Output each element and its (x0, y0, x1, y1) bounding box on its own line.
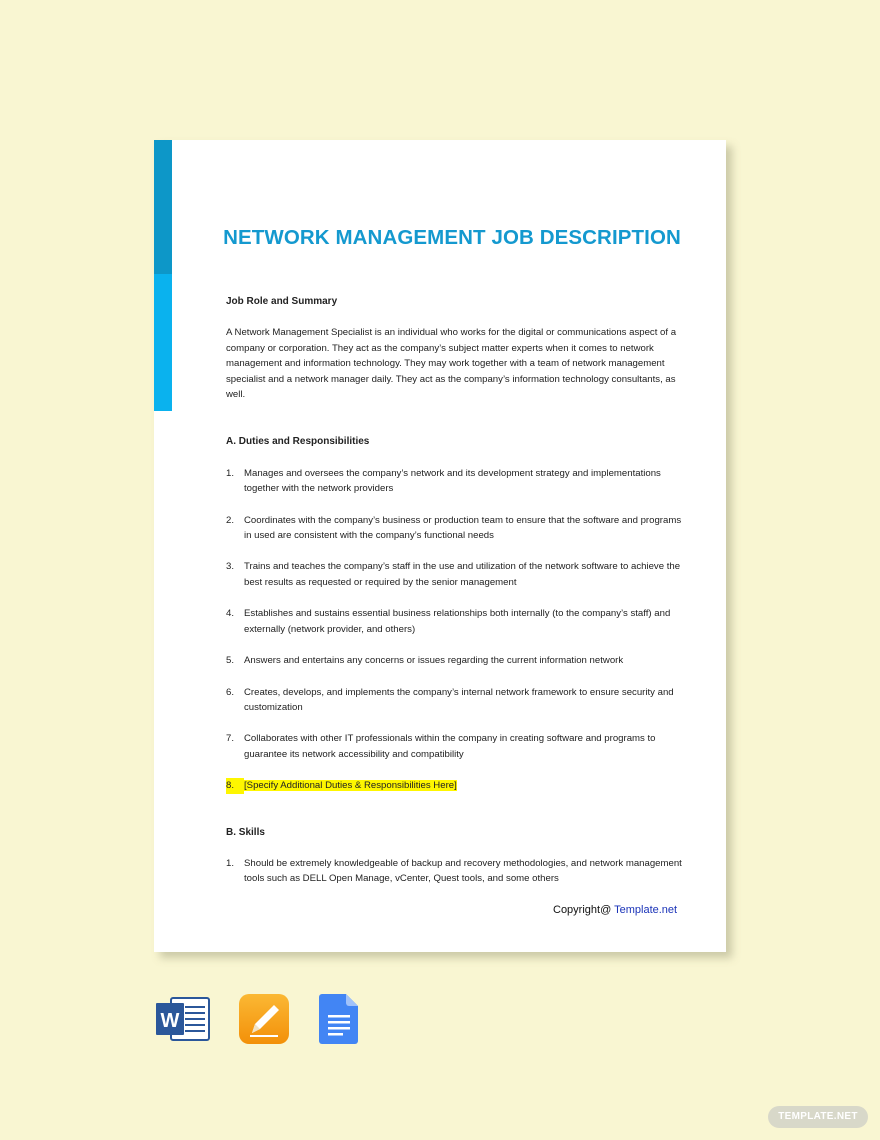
list-item (226, 606, 686, 637)
item-number: 2. (226, 514, 235, 526)
item-text: Creates, develops, and implements the company’s internal network framework to ensure security and customization (244, 686, 674, 713)
item-number: 1. (226, 467, 235, 479)
document-content (226, 294, 686, 887)
accent-bar-light (154, 274, 172, 411)
item-number: 1. (226, 857, 235, 869)
copyright-link[interactable]: Template.net (614, 904, 678, 916)
list-item (226, 653, 686, 668)
template-net-watermark: TEMPLATE.NET (768, 1106, 868, 1128)
skills-heading: B. Skills (226, 826, 265, 838)
item-number: 5. (226, 655, 235, 667)
item-text: Trains and teaches the company’s staff in the use and utilization of the network software to achieve the best results as requested or required by the senior management (244, 561, 681, 588)
pages-icon[interactable] (238, 993, 290, 1045)
google-docs-icon[interactable] (318, 993, 360, 1045)
list-item (226, 731, 686, 762)
item-number: 8. (226, 778, 244, 793)
item-number: 7. (226, 733, 235, 745)
summary-heading: Job Role and Summary (226, 296, 338, 307)
item-number: 6. (226, 686, 235, 698)
word-icon-letter: W (160, 1010, 180, 1032)
list-item (226, 559, 686, 590)
item-text: Manages and oversees the company’s network and its development strategy and implementations together with the network providers (244, 467, 661, 495)
list-item (226, 466, 686, 497)
copyright-label: Copyright@ (553, 904, 612, 916)
item-text: Should be extremely knowledgeable of backup and recovery methodologies, and network management tools such as DELL Open Manage, vCenter, Quest tools, and some others (244, 857, 682, 885)
list-item (226, 513, 686, 544)
item-text: Coordinates with the company’s business or production team to ensure that the software and programs in used are consistent with the company’s functional needs (244, 514, 682, 542)
skills-list (226, 856, 686, 887)
list-item (226, 685, 686, 716)
item-text: Establishes and sustains essential business relationships both internally (to the company’s staff) and externally (network provider, and others) (244, 608, 671, 635)
duties-heading: A. Duties and Responsibilities (226, 436, 370, 448)
placeholder-text: [Specify Additional Duties & Responsibilities Here] (244, 780, 457, 792)
summary-text: A Network Management Specialist is an individual who works for the digital or communications aspect of a company or corporation. They act as the company’s subject matter experts when it comes to network management and information technology. They may work together with a team of network management specialist and a network manager daily. They act as the company’s information technology consultants, as well. (226, 327, 677, 401)
duties-list (226, 466, 686, 794)
list-item (226, 856, 686, 887)
accent-bar-dark (154, 140, 172, 274)
item-number: 3. (226, 561, 235, 573)
item-text: Answers and entertains any concerns or issues regarding the current information network (244, 655, 624, 667)
list-item-placeholder (226, 778, 686, 793)
copyright (553, 904, 677, 916)
item-number: 4. (226, 608, 235, 620)
document-title: NETWORK MANAGEMENT JOB DESCRIPTION (223, 226, 681, 249)
item-text: Collaborates with other IT professionals within the company in creating software and programs to guarantee its network accessibility and compatibility (244, 733, 656, 760)
word-icon[interactable] (155, 994, 211, 1044)
